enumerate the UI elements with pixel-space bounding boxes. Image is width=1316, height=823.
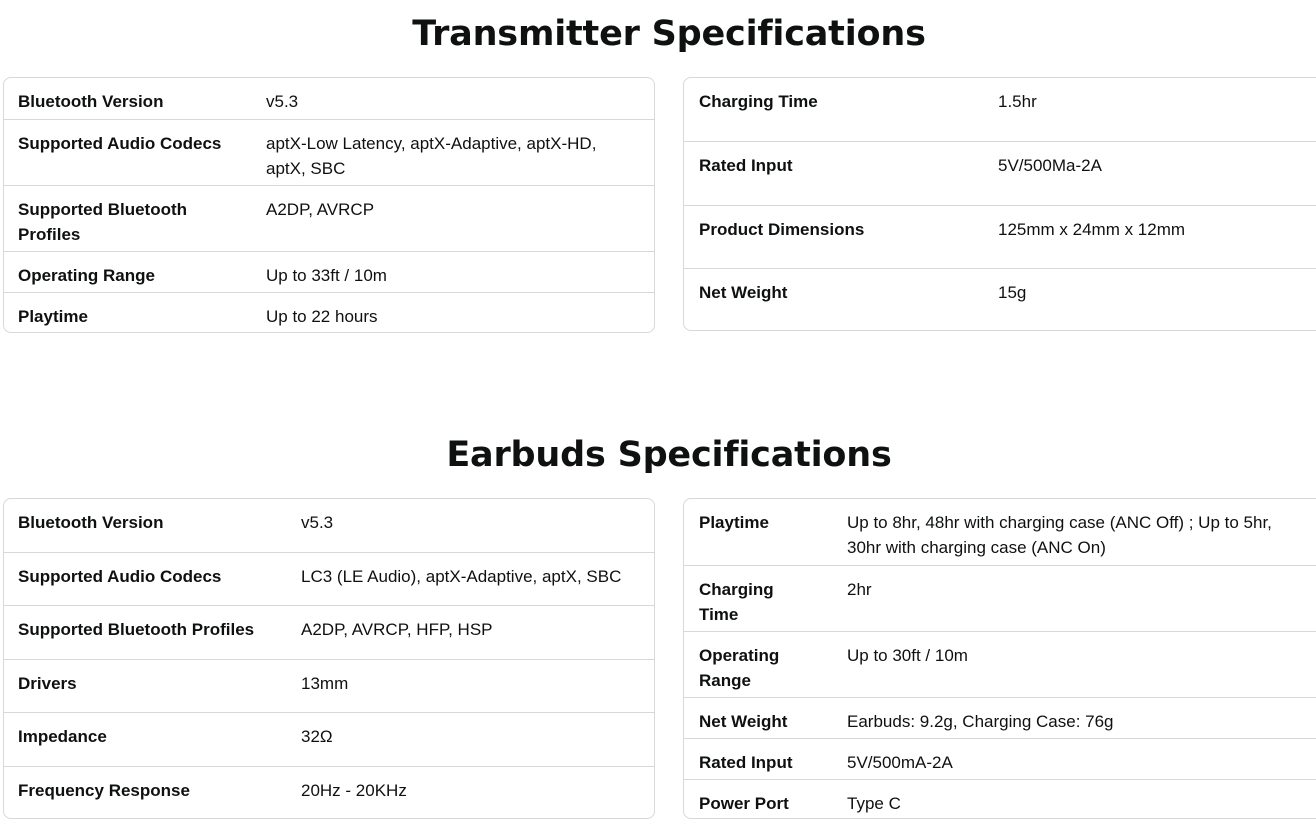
spec-value: 15g xyxy=(998,283,1027,302)
spec-value: 32Ω xyxy=(301,727,333,746)
table-row xyxy=(4,712,654,766)
spec-value: Earbuds: 9.2g, Charging Case: 76g xyxy=(847,712,1114,731)
table-row xyxy=(4,552,654,605)
spec-label: Net Weight xyxy=(699,712,788,731)
transmitter-specs-table-right xyxy=(683,77,1316,331)
table-row xyxy=(684,268,1316,331)
table-row xyxy=(4,119,654,185)
spec-label: Net Weight xyxy=(699,283,788,302)
spec-value: Up to 22 hours xyxy=(266,307,378,326)
spec-value: Type C xyxy=(847,794,901,813)
spec-label: Supported Bluetooth Profiles xyxy=(18,620,255,639)
spec-label: Supported Audio Codecs xyxy=(18,134,222,153)
table-row xyxy=(684,779,1316,819)
spec-value: 20Hz - 20KHz xyxy=(301,781,407,800)
table-row xyxy=(684,697,1316,738)
table-row xyxy=(4,499,654,552)
spec-label: Operating Range xyxy=(18,266,155,285)
spec-value: v5.3 xyxy=(266,92,299,111)
spec-value: aptX-Low Latency, aptX-Adaptive, aptX-HD, aptX, SBC xyxy=(266,134,597,178)
transmitter-specs-table-left xyxy=(3,77,655,333)
table-row xyxy=(4,605,654,659)
spec-label: Product Dimensions xyxy=(699,220,865,239)
table-row xyxy=(684,565,1316,631)
spec-label: Drivers xyxy=(18,674,77,693)
spec-label: Operating Range xyxy=(699,646,780,690)
spec-value: Up to 33ft / 10m xyxy=(266,266,387,285)
spec-label: Rated Input xyxy=(699,156,793,175)
spec-label: Playtime xyxy=(699,513,769,532)
table-row xyxy=(684,499,1316,565)
spec-label: Impedance xyxy=(18,727,107,746)
table-row xyxy=(4,78,654,119)
spec-label: Rated Input xyxy=(699,753,793,772)
spec-value: v5.3 xyxy=(301,513,334,532)
spec-value: 5V/500mA-2A xyxy=(847,753,953,772)
earbuds-specs-table-right xyxy=(683,498,1316,819)
spec-value: LC3 (LE Audio), aptX-Adaptive, aptX, SBC xyxy=(301,567,622,586)
spec-label: Bluetooth Version xyxy=(18,92,164,111)
table-row xyxy=(684,205,1316,268)
spec-value: 13mm xyxy=(301,674,349,693)
spec-value: 125mm x 24mm x 12mm xyxy=(998,220,1186,239)
spec-value: A2DP, AVRCP xyxy=(266,200,375,219)
spec-value: A2DP, AVRCP, HFP, HSP xyxy=(301,620,493,639)
spec-value: Up to 30ft / 10m xyxy=(847,646,968,665)
spec-value: 2hr xyxy=(847,580,872,599)
table-row xyxy=(4,185,654,251)
spec-label: Charging Time xyxy=(699,92,818,111)
table-row xyxy=(4,659,654,712)
table-row xyxy=(684,78,1316,141)
table-row xyxy=(4,251,654,292)
spec-value: 5V/500Ma-2A xyxy=(998,156,1102,175)
table-row xyxy=(4,766,654,819)
table-row xyxy=(684,738,1316,779)
spec-value: 1.5hr xyxy=(998,92,1037,111)
spec-label: Charging Time xyxy=(699,580,774,624)
earbuds-specs-heading: Earbuds Specifications xyxy=(446,435,892,475)
spec-label: Bluetooth Version xyxy=(18,513,164,532)
table-row xyxy=(684,141,1316,205)
spec-label: Playtime xyxy=(18,307,88,326)
spec-label: Power Port xyxy=(699,794,789,813)
spec-label: Supported Bluetooth Profiles xyxy=(18,200,188,244)
earbuds-specs-table-left xyxy=(3,498,655,819)
spec-label: Frequency Response xyxy=(18,781,190,800)
transmitter-specs-heading: Transmitter Specifications xyxy=(412,14,926,54)
table-row xyxy=(684,631,1316,697)
spec-value: Up to 8hr, 48hr with charging case (ANC Off) ; Up to 5hr, 30hr with charging case (ANC On) xyxy=(847,513,1272,557)
spec-label: Supported Audio Codecs xyxy=(18,567,222,586)
table-row xyxy=(4,292,654,333)
